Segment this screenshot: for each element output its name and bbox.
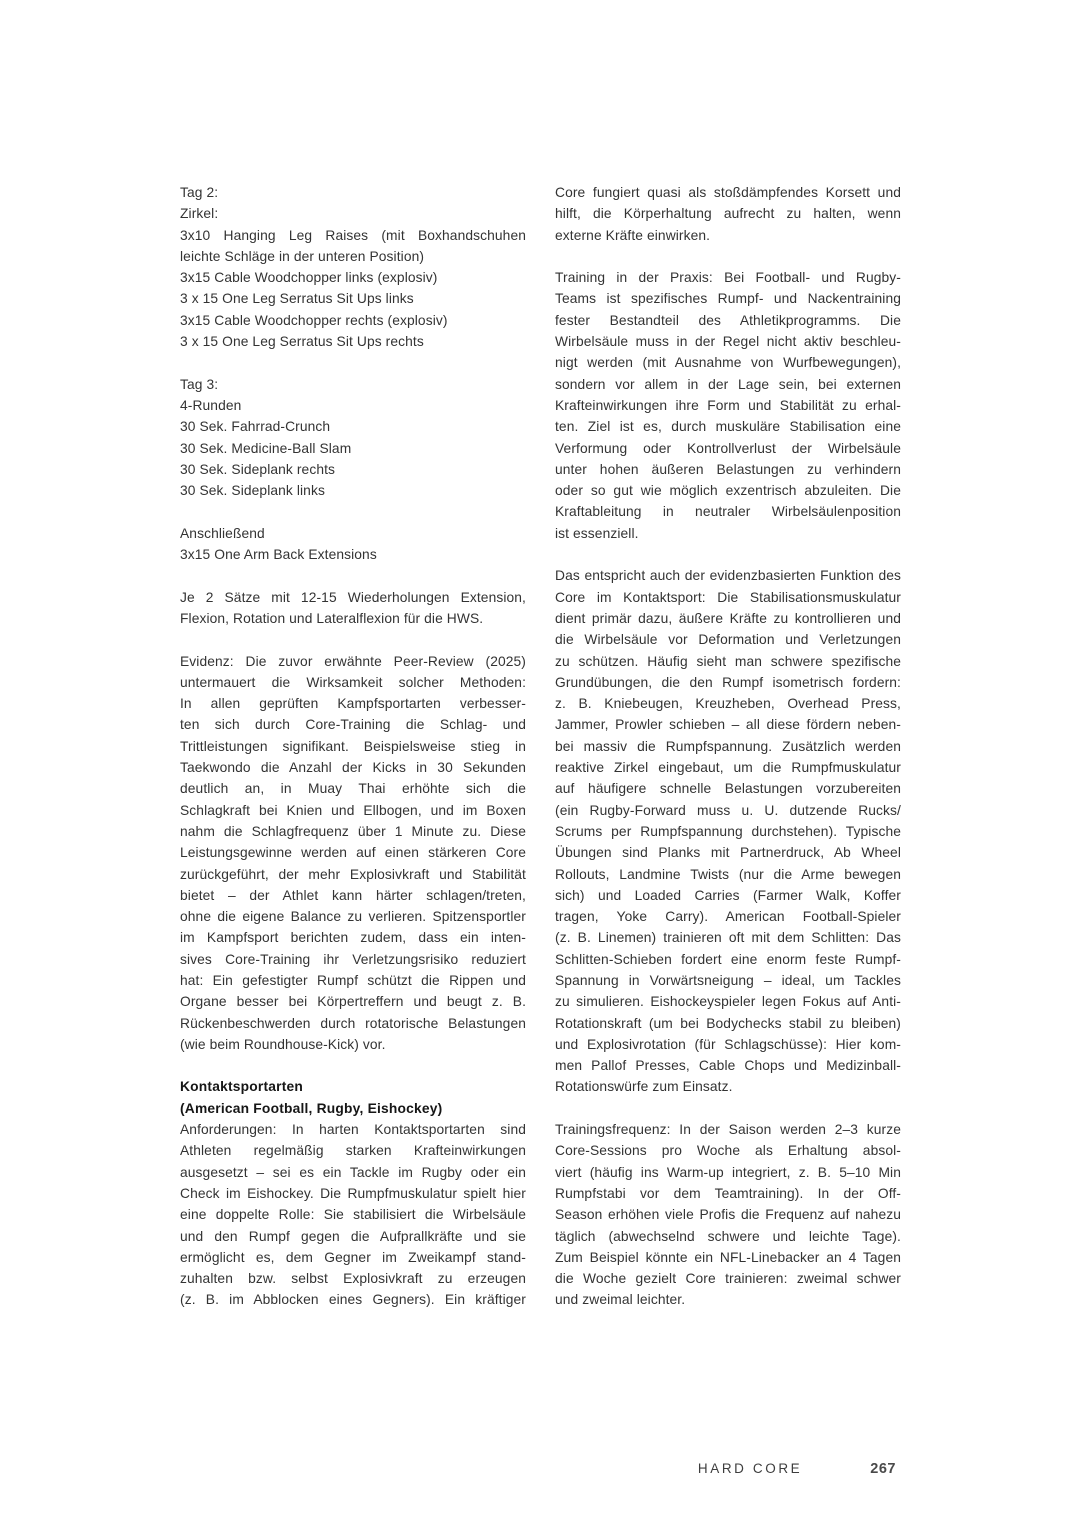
text-line: Verformung oder Kontrollverlust der Wirbelsäule [555,440,901,456]
text-line: leichte Schläge in der unteren Position) [180,248,425,264]
text-line: Je 2 Sätze mit 12-15 Wiederholungen Extension, [180,589,526,605]
text-line: 3x15 Cable Woodchopper links (explosiv) [180,270,438,286]
text-line: ohne die eigene Balance zu verlieren. Spitzensportler [180,909,526,925]
text-line: (z. B. Linemen) trainieren oft mit dem Schlitten: Das [555,930,901,946]
text-line: 3x10 Hanging Leg Raises (mit Boxhandschuhen [180,227,526,243]
text-line: viert (häufig ins Warm-up integriert, z. B. 5–10 Min [555,1164,901,1180]
paragraph [180,1119,526,1311]
text-line: eine doppelte Rolle: Sie stabilisiert die Wirbelsäule [180,1207,526,1223]
text-line: Rückenbeschwerden durch rotatorische Belastungen [180,1015,526,1031]
text-line: im Kampfsport berichten zudem, dass ein inten- [180,930,526,946]
text-line: zurückgeführt, der mehr Explosivkraft und Stabilität [180,866,526,882]
text-line: ten sich durch Core-Training die Schlag- und [180,717,526,733]
text-line: 3 x 15 One Leg Serratus Sit Ups rechts [180,334,424,350]
text-line: Rumpfstabi vor dem Teamtraining). In der Off- [555,1185,901,1201]
text-line: Tag 3: [180,376,219,392]
text-line: Krafteinwirkungen ihre Form und Stabilität zu erhal- [555,397,901,413]
text-line: z. B. Kniebeugen, Kreuzheben, Overhead Press, [555,696,901,712]
text-line: dient primär dazu, äußere Kräfte zu kontrollieren und [555,610,901,626]
text-line: Evidenz: Die zuvor erwähnte Peer-Review (2025) [180,653,526,669]
text-line: Grundübungen, die den Rumpf isometrisch fordern: [555,674,901,690]
running-title: HARD CORE [697,1461,803,1476]
paragraph [180,651,526,1056]
heading-line: (American Football, Rugby, Eishockey) [180,1100,443,1116]
text-line: Leistungsgewinne werden auf einen stärkeren Core [180,845,526,861]
paragraph [555,182,901,246]
text-line: 30 Sek. Fahrrad-Crunch [180,419,331,435]
text-line: (z. B. im Abblocken eines Gegners). Ein kräftiger [180,1292,526,1308]
text-line: Schlagkraft bei Knien und Ellbogen, und im Boxen [180,802,526,818]
text-line: täglich (abwechselnd schwere und leichte Tage). [555,1228,901,1244]
text-line: Anforderungen: In harten Kontaktsportarten sind [180,1122,526,1138]
text-line: die Wirbelsäule vor Deformation und Verletzungen [555,632,901,648]
text-line: und den Rumpf gegen die Aufprallkräfte und sie [180,1228,526,1244]
text-line: Flexion, Rotation und Lateralflexion für die HWS. [180,610,484,626]
text-line: oder so gut wie möglich exzentrisch abzuleiten. Die [555,483,901,499]
exercise-list [180,182,526,352]
text-line: (ein Rugby-Forward muss u. U. dutzende Rucks/ [555,802,901,818]
paragraph [180,587,526,630]
text-line: Trittleistungen signifikant. Beispielsweise stieg in [180,738,526,754]
text-line: 30 Sek. Sideplank rechts [180,461,336,477]
text-line: Übungen sind Planks mit Partnerdruck, Ab Wheel [555,845,901,861]
text-line: reaktive Zirkel eingebaut, um die Rumpfmuskulatur [555,760,901,776]
text-line: 30 Sek. Sideplank links [180,483,325,499]
text-columns [180,182,901,1311]
page-footer [698,1461,896,1477]
text-line: Rotationskraft (um bei Bodychecks stabil zu bleiben) [555,1015,901,1031]
text-line: und zweimal leichter. [555,1292,686,1308]
text-line: Core fungiert quasi als stoßdämpfendes Korsett und [555,185,901,200]
text-line: Season erhöhen viele Profis die Frequenz auf nahezu [555,1207,901,1223]
text-line: 3x15 One Arm Back Extensions [180,547,377,563]
text-line: hat: Ein gefestigter Rumpf schützt die Rippen und [180,972,526,988]
text-line: Anschließend [180,525,265,541]
text-line: sives Core-Training ihr Verletzungsrisiko reduziert [180,951,526,967]
right-column [555,182,901,1311]
text-line: Schlitten-Schieben fordert eine enorm feste Rumpf- [555,951,901,967]
text-line: 3 x 15 One Leg Serratus Sit Ups links [180,291,414,307]
text-line: Das entspricht auch der evidenzbasierten Funktion des [555,568,901,584]
text-line: ist essenziell. [555,525,639,541]
text-line: untermauert die Wirksamkeit solcher Methoden: [180,674,526,690]
text-line: Rotationswürfe zum Einsatz. [555,1079,733,1095]
text-line: Scrums per Rumpfspannung durchstehen). Typische [555,823,901,839]
text-line: nigt werden (mit Ausnahme von Wurfbewegungen), [555,355,901,371]
exercise-list [180,374,526,502]
text-line: bei massiv die Rumpfspannung. Zusätzlich werden [555,738,901,754]
text-line: nahm die Schlagfrequenz über 1 Minute zu. Diese [180,823,526,839]
text-line: fester Bestandteil des Athletikprogramms. Die [555,312,901,328]
text-line: und Explosivrotation (für Schlagschüsse): Hier kom- [555,1036,901,1052]
text-line: Taekwondo die Anzahl der Kicks in 30 Sekunden [180,760,526,776]
text-line: sich) und Loaded Carries (Farmer Walk, Koffer [555,887,901,903]
text-line: 30 Sek. Medicine-Ball Slam [180,440,352,456]
text-line: 3x15 Cable Woodchopper rechts (explosiv) [180,312,448,328]
text-line: Athleten regelmäßig starken Krafteinwirkungen [180,1143,526,1159]
text-line: ausgesetzt – sei es ein Tackle im Rugby oder ein [180,1164,526,1180]
text-line: auf häufigere schnelle Belastungen vorzubereiten [555,781,901,797]
paragraph [555,565,901,1097]
text-line: Spannung in Vorwärtsneigung – ideal, um Tackles [555,972,901,988]
paragraph [555,1119,901,1311]
text-line: Jammer, Prowler schieben – all diese fördern neben- [555,717,901,733]
text-line: Zum Beispiel könnte ein NFL-Linebacker an 4 Tagen [555,1249,901,1265]
text-line: Organe besser bei Körpertreffern und beugt z. B. [180,994,526,1010]
text-line: deutlich an, in Muay Thai erhöhte sich die [180,781,526,797]
text-line: hilft, die Körperhaltung aufrecht zu halten, wenn [555,206,901,222]
text-line: Wirbelsäule muss in der Regel nicht aktiv beschleu- [555,334,901,350]
text-line: (wie beim Roundhouse-Kick) vor. [180,1036,386,1052]
text-line: die Woche gezielt Core trainieren: zweimal schwer [555,1271,901,1287]
text-line: 4-Runden [180,397,242,413]
text-line: Teams ist spezifisches Rumpf- und Nackentraining [555,291,901,307]
section-heading [180,1076,526,1119]
text-line: Core-Sessions pro Woche als Erhaltung absol- [555,1143,901,1159]
text-line: externe Kräfte einwirken. [555,227,711,243]
text-line: In allen geprüften Kampfsportarten verbesser- [180,696,526,712]
text-line: bietet – der Athlet kann härter schlagen/treten, [180,887,526,903]
exercise-list [180,523,526,566]
text-line: ermöglicht es, dem Gegner im Zweikampf stand- [180,1249,526,1265]
text-line: tragen, Yoke Carry). American Football-Spieler [555,909,901,925]
text-line: Kraftableitung in neutraler Wirbelsäulenposition [555,504,901,520]
left-column [180,182,526,1311]
text-line: Core im Kontaktsport: Die Stabilisationsmuskulatur [555,589,901,605]
text-line: Check im Eishockey. Die Rumpfmuskulatur spielt hier [180,1185,526,1201]
text-line: Trainingsfrequenz: In der Saison werden 2–3 kurze [555,1122,901,1138]
text-line: men Pallof Presses, Cable Chops und Medizinball- [555,1058,901,1074]
text-line: sondern vor allem in der Lage sein, bei externen [555,376,901,392]
text-line: unter hohen äußeren Belastungen zu verhindern [555,461,901,477]
text-line: zu simulieren. Eishockeyspieler legen Fokus auf Anti- [555,994,901,1010]
text-line: ten. Ziel ist es, durch muskuläre Stabilisation eine [555,419,901,435]
text-line: zu schützen. Häufig sieht man schwere spezifische [555,653,901,669]
text-line: Tag 2: [180,185,219,200]
text-line: zuhalten bzw. selbst Explosivkraft zu erzeugen [180,1271,526,1287]
text-line: Rollouts, Landmine Twists (nur die Arme bewegen [555,866,901,882]
page-number: 267 [870,1461,896,1477]
text-line: Zirkel: [180,206,219,222]
text-line: Training in der Praxis: Bei Football- und Rugby- [555,270,901,286]
heading-line: Kontaktsportarten [180,1079,303,1095]
paragraph [555,267,901,544]
